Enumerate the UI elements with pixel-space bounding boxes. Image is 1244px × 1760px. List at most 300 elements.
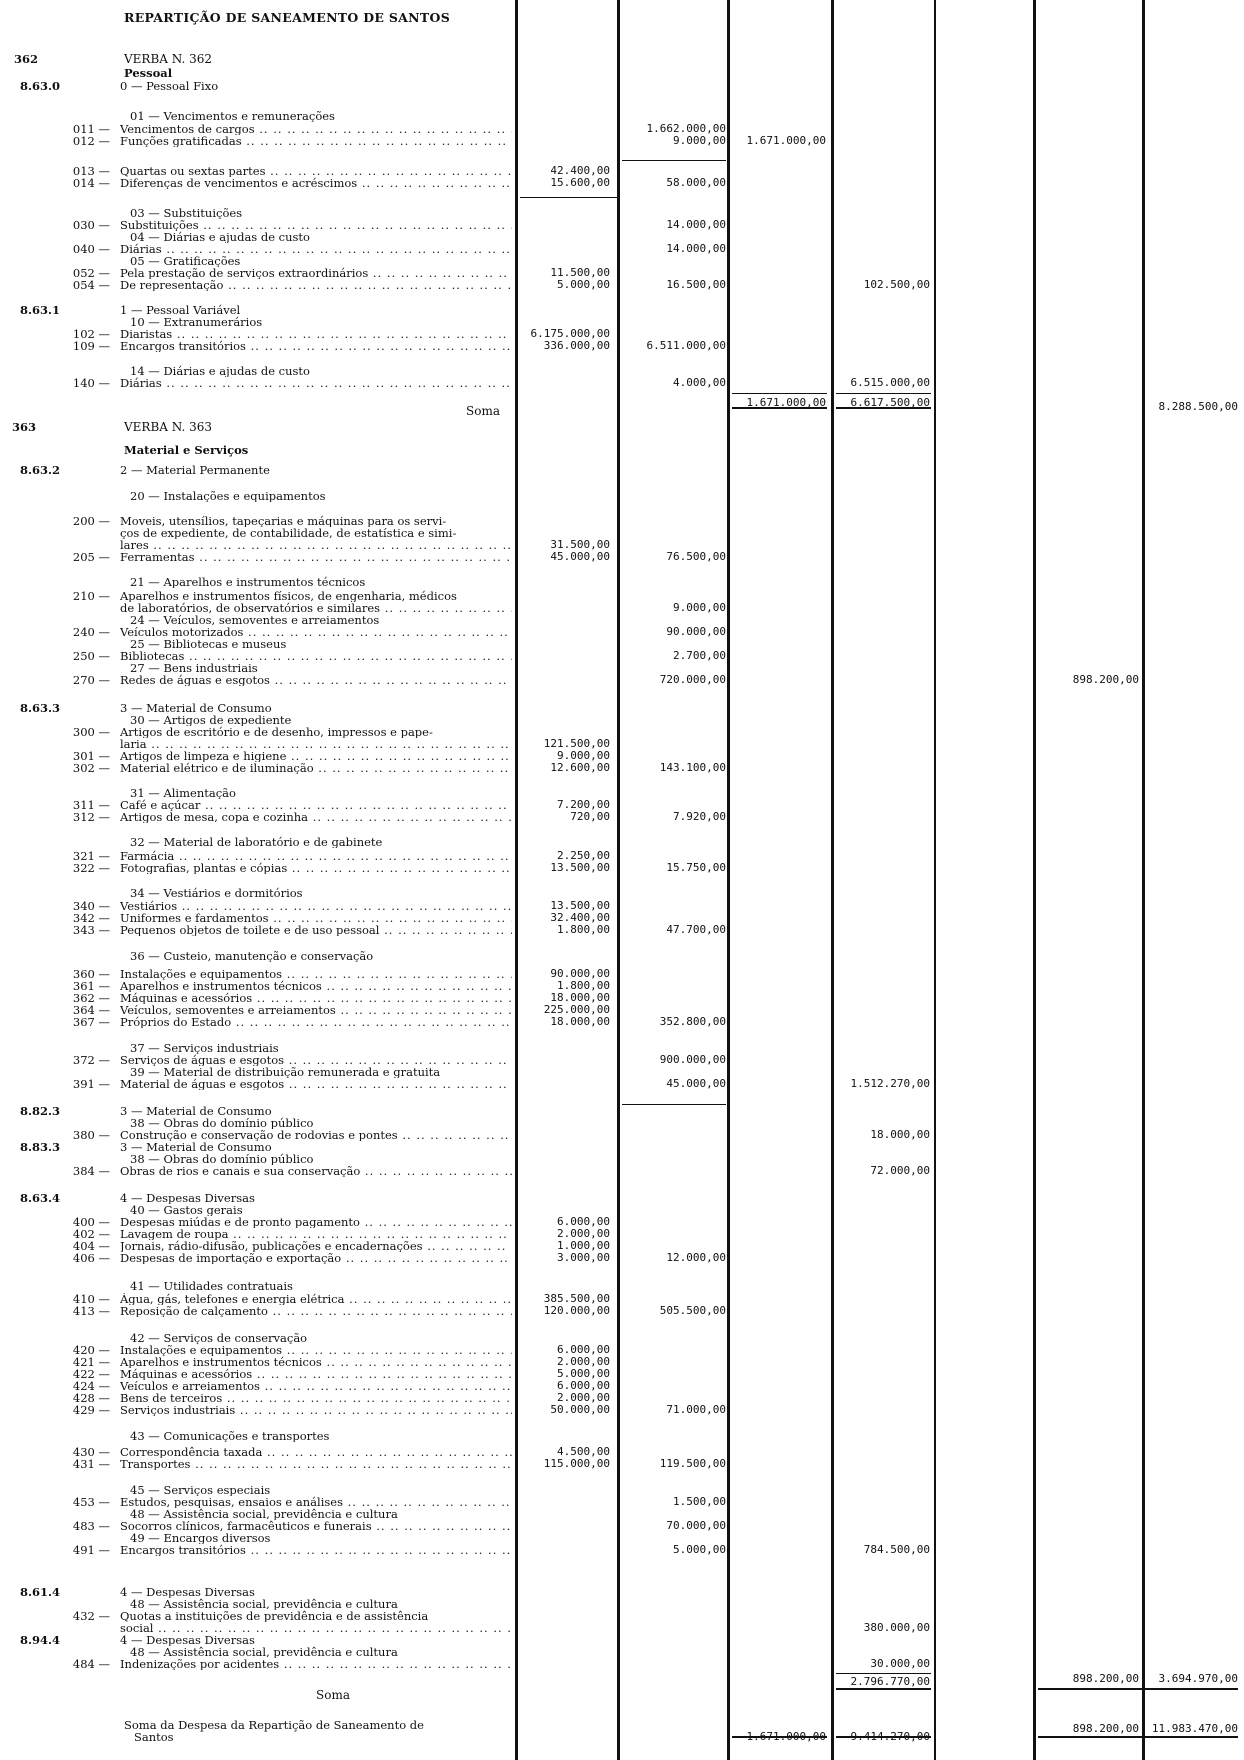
budget-line — [0, 1305, 1244, 1317]
item-description: De representação .. .. — [120, 279, 512, 291]
amount: 5.000,00 — [673, 1543, 726, 1556]
budget-line — [0, 328, 1244, 340]
verba-heading: VERBA N. 362 — [124, 52, 213, 66]
amount: 1.000,00 — [557, 1239, 610, 1252]
item-code: 391 — — [72, 1077, 110, 1091]
item-description: Ferramentas .. .. — [120, 551, 512, 563]
item-description: Água, gás, telefones e energia elétrica .. .. — [120, 1293, 512, 1305]
item-description: Máquinas e acessórios .. .. — [120, 992, 512, 1004]
item-description: 38 — Obras do domínio público — [130, 1153, 314, 1165]
verba-number: 363 — [12, 420, 37, 434]
amount: 70.000,00 — [666, 1519, 726, 1532]
item-description: social .. .. — [120, 1622, 512, 1634]
amount: 14.000,00 — [666, 218, 726, 231]
budget-line — [0, 1610, 1244, 1622]
amount: 58.000,00 — [666, 176, 726, 189]
item-code: 402 — — [72, 1227, 110, 1241]
item-description: Quotas a instituições de previdência e de assistência — [120, 1610, 429, 1622]
grand-total-label: Soma da Despesa da Repartição de Saneamento de — [124, 1718, 424, 1732]
classification-code: 8.63.2 — [20, 463, 61, 477]
budget-line — [0, 714, 1244, 726]
budget-line — [0, 1496, 1244, 1508]
amount: 16.500,00 — [666, 278, 726, 291]
item-code: 420 — — [72, 1343, 110, 1357]
amount: 50.000,00 — [550, 1403, 610, 1416]
budget-line — [0, 527, 1244, 539]
budget-line — [0, 1430, 1244, 1442]
budget-line — [0, 887, 1244, 899]
soma-value: 6.617.500,00 — [850, 396, 930, 409]
amount: 32.400,00 — [550, 911, 610, 924]
amount: 2.000,00 — [557, 1355, 610, 1368]
amount: 18.000,00 — [550, 991, 610, 1004]
item-code: 343 — — [72, 923, 110, 937]
item-description: Serviços industriais .. .. — [120, 1404, 512, 1416]
item-description: Instalações e equipamentos .. .. — [120, 968, 512, 980]
budget-line — [0, 304, 1244, 316]
item-description: Vencimentos de cargos .. .. — [120, 123, 512, 135]
item-description: Diferenças de vencimentos e acréscimos .. .. — [120, 177, 512, 189]
item-code: 372 — — [72, 1053, 110, 1067]
item-description: Obras de rios e canais e sua conservação .. .. — [120, 1165, 512, 1177]
amount: 90.000,00 — [550, 967, 610, 980]
item-description: Correspondência taxada .. .. — [120, 1446, 512, 1458]
item-description: 14 — Diárias e ajudas de custo — [130, 365, 310, 377]
amount: 9.000,00 — [557, 749, 610, 762]
budget-line — [0, 464, 1244, 476]
budget-line — [0, 1484, 1244, 1496]
item-description: Aparelhos e instrumentos técnicos .. .. — [120, 980, 512, 992]
budget-line — [0, 811, 1244, 823]
amount: 115.000,00 — [543, 1457, 610, 1470]
item-code: 322 — — [72, 861, 110, 875]
amount: 143.100,00 — [659, 761, 726, 774]
item-code: 312 — — [72, 810, 110, 824]
amount: 336.000,00 — [543, 339, 610, 352]
soma-label: Soma — [316, 1688, 350, 1702]
item-description: 03 — Substituições — [130, 207, 243, 219]
item-description: Instalações e equipamentos .. .. — [120, 1344, 512, 1356]
item-description: 04 — Diárias e ajudas de custo — [130, 231, 310, 243]
budget-line — [0, 1228, 1244, 1240]
budget-line — [0, 1622, 1244, 1634]
item-code: 300 — — [72, 725, 110, 739]
amount: 1.662.000,00 — [646, 122, 726, 135]
budget-line — [0, 1532, 1244, 1544]
amount: 13.500,00 — [550, 899, 610, 912]
budget-line — [0, 799, 1244, 811]
budget-line — [0, 1192, 1244, 1204]
item-description: 0 — Pessoal Fixo — [120, 80, 219, 92]
item-description: de laboratórios, de observatórios e similares .. .. — [120, 602, 512, 614]
item-code: 301 — — [72, 749, 110, 763]
budget-line — [0, 850, 1244, 862]
item-description: Socorros clínicos, farmacêuticos e funerais .. .. — [120, 1520, 512, 1532]
amount: 45.000,00 — [550, 550, 610, 563]
budget-line — [0, 1066, 1244, 1078]
amount: 1.800,00 — [557, 979, 610, 992]
budget-line — [0, 702, 1244, 714]
amount: 18.000,00 — [550, 1015, 610, 1028]
item-code: 413 — — [72, 1304, 110, 1318]
amount: 120.000,00 — [543, 1304, 610, 1317]
budget-line — [0, 1368, 1244, 1380]
budget-line — [0, 1141, 1244, 1153]
item-code: 240 — — [72, 625, 110, 639]
amount: 15.750,00 — [666, 861, 726, 874]
verba-heading: VERBA N. 363 — [124, 420, 213, 434]
budget-line — [0, 626, 1244, 638]
amount: 7.920,00 — [673, 810, 726, 823]
soma-value: 1.671.000,00 — [746, 396, 826, 409]
amount: 31.500,00 — [550, 538, 610, 551]
item-description: Aparelhos e instrumentos físicos, de engenharia, médicos — [120, 590, 457, 602]
budget-line — [0, 674, 1244, 686]
budget-line — [0, 1404, 1244, 1416]
amount: 6.511.000,00 — [646, 339, 726, 352]
item-description: Despesas de importação e exportação .. .. — [120, 1252, 512, 1264]
budget-line — [0, 490, 1244, 502]
budget-line — [0, 1646, 1244, 1658]
item-description: 2 — Material Permanente — [120, 464, 270, 476]
item-code: 491 — — [72, 1543, 110, 1557]
item-description: Material elétrico e de iluminação .. .. — [120, 762, 512, 774]
subtotal-rule — [836, 393, 931, 394]
budget-line — [0, 1586, 1244, 1598]
amount: 30.000,00 — [870, 1657, 930, 1670]
item-description: 10 — Extranumerários — [130, 316, 263, 328]
item-description: Bens de terceiros .. .. — [120, 1392, 512, 1404]
amount: 385.500,00 — [543, 1292, 610, 1305]
budget-line — [0, 165, 1244, 177]
item-description: Encargos transitórios .. .. — [120, 1544, 512, 1556]
item-code: 431 — — [72, 1457, 110, 1471]
classification-code: 8.61.4 — [20, 1585, 61, 1599]
soma-value: 2.796.770,00 — [850, 1675, 930, 1688]
amount: 720,00 — [570, 810, 610, 823]
item-description: Transportes .. .. — [120, 1458, 512, 1470]
item-code: 102 — — [72, 327, 110, 341]
amount: 784.500,00 — [863, 1543, 930, 1556]
amount: 9.000,00 — [673, 601, 726, 614]
soma-value: 3.694.970,00 — [1158, 1672, 1238, 1685]
classification-code: 8.63.0 — [20, 79, 61, 93]
budget-line — [0, 950, 1244, 962]
budget-line — [0, 836, 1244, 848]
item-code: 429 — — [72, 1403, 110, 1417]
item-description: Jornais, rádio-difusão, publicações e encadernações .. .. — [120, 1240, 512, 1252]
soma-value: 8.288.500,00 — [1158, 400, 1238, 413]
budget-line — [0, 1204, 1244, 1216]
amount: 76.500,00 — [666, 550, 726, 563]
item-description: 36 — Custeio, manutenção e conservação — [130, 950, 374, 962]
amount: 898.200,00 — [1072, 673, 1139, 686]
item-description: Diaristas .. .. — [120, 328, 512, 340]
item-description: Funções gratificadas .. .. — [120, 135, 512, 147]
item-description: Artigos de mesa, copa e cozinha .. .. — [120, 811, 512, 823]
item-code: 030 — — [72, 218, 110, 232]
amount: 119.500,00 — [659, 1457, 726, 1470]
amount: 5.000,00 — [557, 1367, 610, 1380]
amount: 90.000,00 — [666, 625, 726, 638]
item-description: 37 — Serviços industriais — [130, 1042, 279, 1054]
item-description: 05 — Gratificações — [130, 255, 241, 267]
budget-line — [0, 1293, 1244, 1305]
subtotal-rule — [520, 197, 618, 198]
item-code: 428 — — [72, 1391, 110, 1405]
budget-line — [0, 1105, 1244, 1117]
item-description: 1 — Pessoal Variável — [120, 304, 241, 316]
amount: 1.800,00 — [557, 923, 610, 936]
amount: 42.400,00 — [550, 164, 610, 177]
classification-code: 8.63.4 — [20, 1191, 61, 1205]
budget-line — [0, 1520, 1244, 1532]
item-description: Moveis, utensílios, tapeçarias e máquinas para os servi- — [120, 515, 447, 527]
item-code: 321 — — [72, 849, 110, 863]
item-description: 4 — Despesas Diversas — [120, 1634, 255, 1646]
item-code: 410 — — [72, 1292, 110, 1306]
subtotal-rule — [836, 1673, 931, 1674]
item-code: 011 — — [72, 122, 110, 136]
item-code: 400 — — [72, 1215, 110, 1229]
item-description: 48 — Assistência social, previdência e cultura — [130, 1598, 398, 1610]
budget-line — [0, 726, 1244, 738]
amount: 5.000,00 — [557, 278, 610, 291]
budget-line — [0, 1252, 1244, 1264]
item-code: 360 — — [72, 967, 110, 981]
item-code: 302 — — [72, 761, 110, 775]
budget-line — [0, 243, 1244, 255]
item-code: 052 — — [72, 266, 110, 280]
budget-line — [0, 1508, 1244, 1520]
budget-line — [0, 980, 1244, 992]
item-description: Bibliotecas .. .. — [120, 650, 512, 662]
item-description: 3 — Material de Consumo — [120, 1105, 272, 1117]
item-description: Construção e conservação de rodovias e pontes .. .. — [120, 1129, 512, 1141]
amount: 2.000,00 — [557, 1391, 610, 1404]
budget-line — [0, 1344, 1244, 1356]
item-description: Artigos de limpeza e higiene .. .. — [120, 750, 512, 762]
amount: 225.000,00 — [543, 1003, 610, 1016]
item-code: 421 — — [72, 1355, 110, 1369]
budget-line — [0, 1658, 1244, 1670]
budget-line — [0, 912, 1244, 924]
item-description: 3 — Material de Consumo — [120, 1141, 272, 1153]
amount: 505.500,00 — [659, 1304, 726, 1317]
budget-line — [0, 377, 1244, 389]
budget-line — [0, 340, 1244, 352]
budget-line — [0, 316, 1244, 328]
budget-line — [0, 1598, 1244, 1610]
total-rule — [836, 1688, 931, 1690]
budget-line — [0, 1004, 1244, 1016]
budget-line — [0, 862, 1244, 874]
section-heading: Pessoal — [124, 66, 173, 80]
classification-code: 8.63.3 — [20, 701, 61, 715]
budget-line — [0, 1634, 1244, 1646]
item-description: Substituições .. .. — [120, 219, 512, 231]
budget-line — [0, 1446, 1244, 1458]
item-description: Farmácia .. .. — [120, 850, 512, 862]
budget-line — [0, 135, 1244, 147]
item-description: 41 — Utilidades contratuais — [130, 1280, 293, 1292]
item-code: 380 — — [72, 1128, 110, 1142]
item-description: Encargos transitórios .. .. — [120, 340, 512, 352]
budget-line — [0, 762, 1244, 774]
budget-line — [0, 992, 1244, 1004]
item-description: Veículos motorizados .. .. — [120, 626, 512, 638]
budget-line — [0, 614, 1244, 626]
budget-line — [0, 1042, 1244, 1054]
amount: 15.600,00 — [550, 176, 610, 189]
item-description: 34 — Vestiários e dormitórios — [130, 887, 303, 899]
budget-line — [0, 1332, 1244, 1344]
amount: 6.175.000,00 — [530, 327, 610, 340]
item-description: 4 — Despesas Diversas — [120, 1192, 255, 1204]
amount: 4.000,00 — [673, 376, 726, 389]
item-code: 432 — — [72, 1609, 110, 1623]
amount: 720.000,00 — [659, 673, 726, 686]
item-description: 38 — Obras do domínio público — [130, 1117, 314, 1129]
item-code: 200 — — [72, 514, 110, 528]
budget-line — [0, 1216, 1244, 1228]
amount: 72.000,00 — [870, 1164, 930, 1177]
grand-total-label: Santos — [134, 1730, 174, 1744]
item-code: 384 — — [72, 1164, 110, 1178]
item-code: 014 — — [72, 176, 110, 190]
total-rule — [1038, 1688, 1238, 1690]
budget-line — [0, 738, 1244, 750]
subtotal-rule — [622, 160, 726, 161]
item-description: Diárias .. .. — [120, 243, 512, 255]
item-description: Uniformes e fardamentos .. .. — [120, 912, 512, 924]
item-description: 31 — Alimentação — [130, 787, 236, 799]
amount: 12.000,00 — [666, 1251, 726, 1264]
item-code: 484 — — [72, 1657, 110, 1671]
budget-line — [0, 900, 1244, 912]
item-description: Aparelhos e instrumentos técnicos .. .. — [120, 1356, 512, 1368]
item-description: Diárias .. .. — [120, 377, 512, 389]
item-description: Café e açúcar .. .. — [120, 799, 512, 811]
item-description: Pequenos objetos de toilete e de uso pessoal .. .. — [120, 924, 512, 936]
item-code: 109 — — [72, 339, 110, 353]
item-description: Indenizações por acidentes .. .. — [120, 1658, 512, 1670]
grand-total-value: 11.983.470,00 — [1151, 1722, 1238, 1735]
budget-line — [0, 1356, 1244, 1368]
grand-total-value: 9.414.270,00 — [850, 1730, 930, 1743]
budget-line — [0, 267, 1244, 279]
budget-line — [0, 1117, 1244, 1129]
item-description: 27 — Bens industriais — [130, 662, 258, 674]
budget-line — [0, 924, 1244, 936]
budget-line — [0, 279, 1244, 291]
budget-line — [0, 638, 1244, 650]
item-description: 45 — Serviços especiais — [130, 1484, 271, 1496]
budget-line — [0, 177, 1244, 189]
item-description: Máquinas e acessórios .. .. — [120, 1368, 512, 1380]
amount: 2.000,00 — [557, 1227, 610, 1240]
amount: 13.500,00 — [550, 861, 610, 874]
amount: 4.500,00 — [557, 1445, 610, 1458]
amount: 900.000,00 — [659, 1053, 726, 1066]
item-description: 32 — Material de laboratório e de gabinete — [130, 836, 383, 848]
amount: 18.000,00 — [870, 1128, 930, 1141]
grand-total-value: 1.671.000,00 — [746, 1730, 826, 1743]
item-description: 01 — Vencimentos e remunerações — [130, 110, 335, 122]
subtotal-rule — [732, 393, 827, 394]
amount: 11.500,00 — [550, 266, 610, 279]
item-description: Reposição de calçamento .. .. — [120, 1305, 512, 1317]
verba-number: 362 — [14, 52, 39, 66]
budget-line — [0, 576, 1244, 588]
budget-line — [0, 123, 1244, 135]
item-code: 362 — — [72, 991, 110, 1005]
item-description: 30 — Artigos de expediente — [130, 714, 292, 726]
amount: 7.200,00 — [557, 798, 610, 811]
item-description: Próprios do Estado .. .. — [120, 1016, 512, 1028]
item-code: 270 — — [72, 673, 110, 687]
section-heading: Material e Serviços — [124, 443, 249, 457]
item-description: 48 — Assistência social, previdência e cultura — [130, 1508, 398, 1520]
item-code: 483 — — [72, 1519, 110, 1533]
amount: 102.500,00 — [863, 278, 930, 291]
document-title: REPARTIÇÃO DE SANEAMENTO DE SANTOS — [124, 10, 451, 25]
budget-line — [0, 1016, 1244, 1028]
soma-label: Soma — [466, 404, 500, 418]
budget-line — [0, 590, 1244, 602]
item-code: 311 — — [72, 798, 110, 812]
item-description: 20 — Instalações e equipamentos — [130, 490, 326, 502]
amount: 6.000,00 — [557, 1215, 610, 1228]
item-code: 054 — — [72, 278, 110, 292]
item-code: 364 — — [72, 1003, 110, 1017]
budget-line — [0, 1153, 1244, 1165]
item-description: 21 — Aparelhos e instrumentos técnicos — [130, 576, 366, 588]
amount: 47.700,00 — [666, 923, 726, 936]
item-description: Redes de águas e esgotos .. .. — [120, 674, 512, 686]
item-code: 205 — — [72, 550, 110, 564]
item-code: 210 — — [72, 589, 110, 603]
item-description: laria .. .. — [120, 738, 512, 750]
amount: 121.500,00 — [543, 737, 610, 750]
amount: 45.000,00 — [666, 1077, 726, 1090]
item-description: 3 — Material de Consumo — [120, 702, 272, 714]
item-description: 25 — Bibliotecas e museus — [130, 638, 287, 650]
budget-line — [0, 1078, 1244, 1090]
amount: 2.700,00 — [673, 649, 726, 662]
budget-line — [0, 1458, 1244, 1470]
amount: 380.000,00 — [863, 1621, 930, 1634]
amount: 1.671.000,00 — [746, 134, 826, 147]
item-code: 140 — — [72, 376, 110, 390]
amount: 9.000,00 — [673, 134, 726, 147]
item-code: 406 — — [72, 1251, 110, 1265]
budget-line — [0, 1380, 1244, 1392]
budget-line — [0, 231, 1244, 243]
budget-line — [0, 207, 1244, 219]
budget-line — [0, 80, 1244, 92]
budget-line — [0, 551, 1244, 563]
budget-line — [0, 968, 1244, 980]
item-description: 49 — Encargos diversos — [130, 1532, 271, 1544]
budget-line — [0, 662, 1244, 674]
item-description: 43 — Comunicações e transportes — [130, 1430, 330, 1442]
budget-line — [0, 255, 1244, 267]
item-code: 012 — — [72, 134, 110, 148]
item-description: Serviços de águas e esgotos .. .. — [120, 1054, 512, 1066]
item-description: Vestiários .. .. — [120, 900, 512, 912]
item-description: Material de águas e esgotos .. .. — [120, 1078, 512, 1090]
